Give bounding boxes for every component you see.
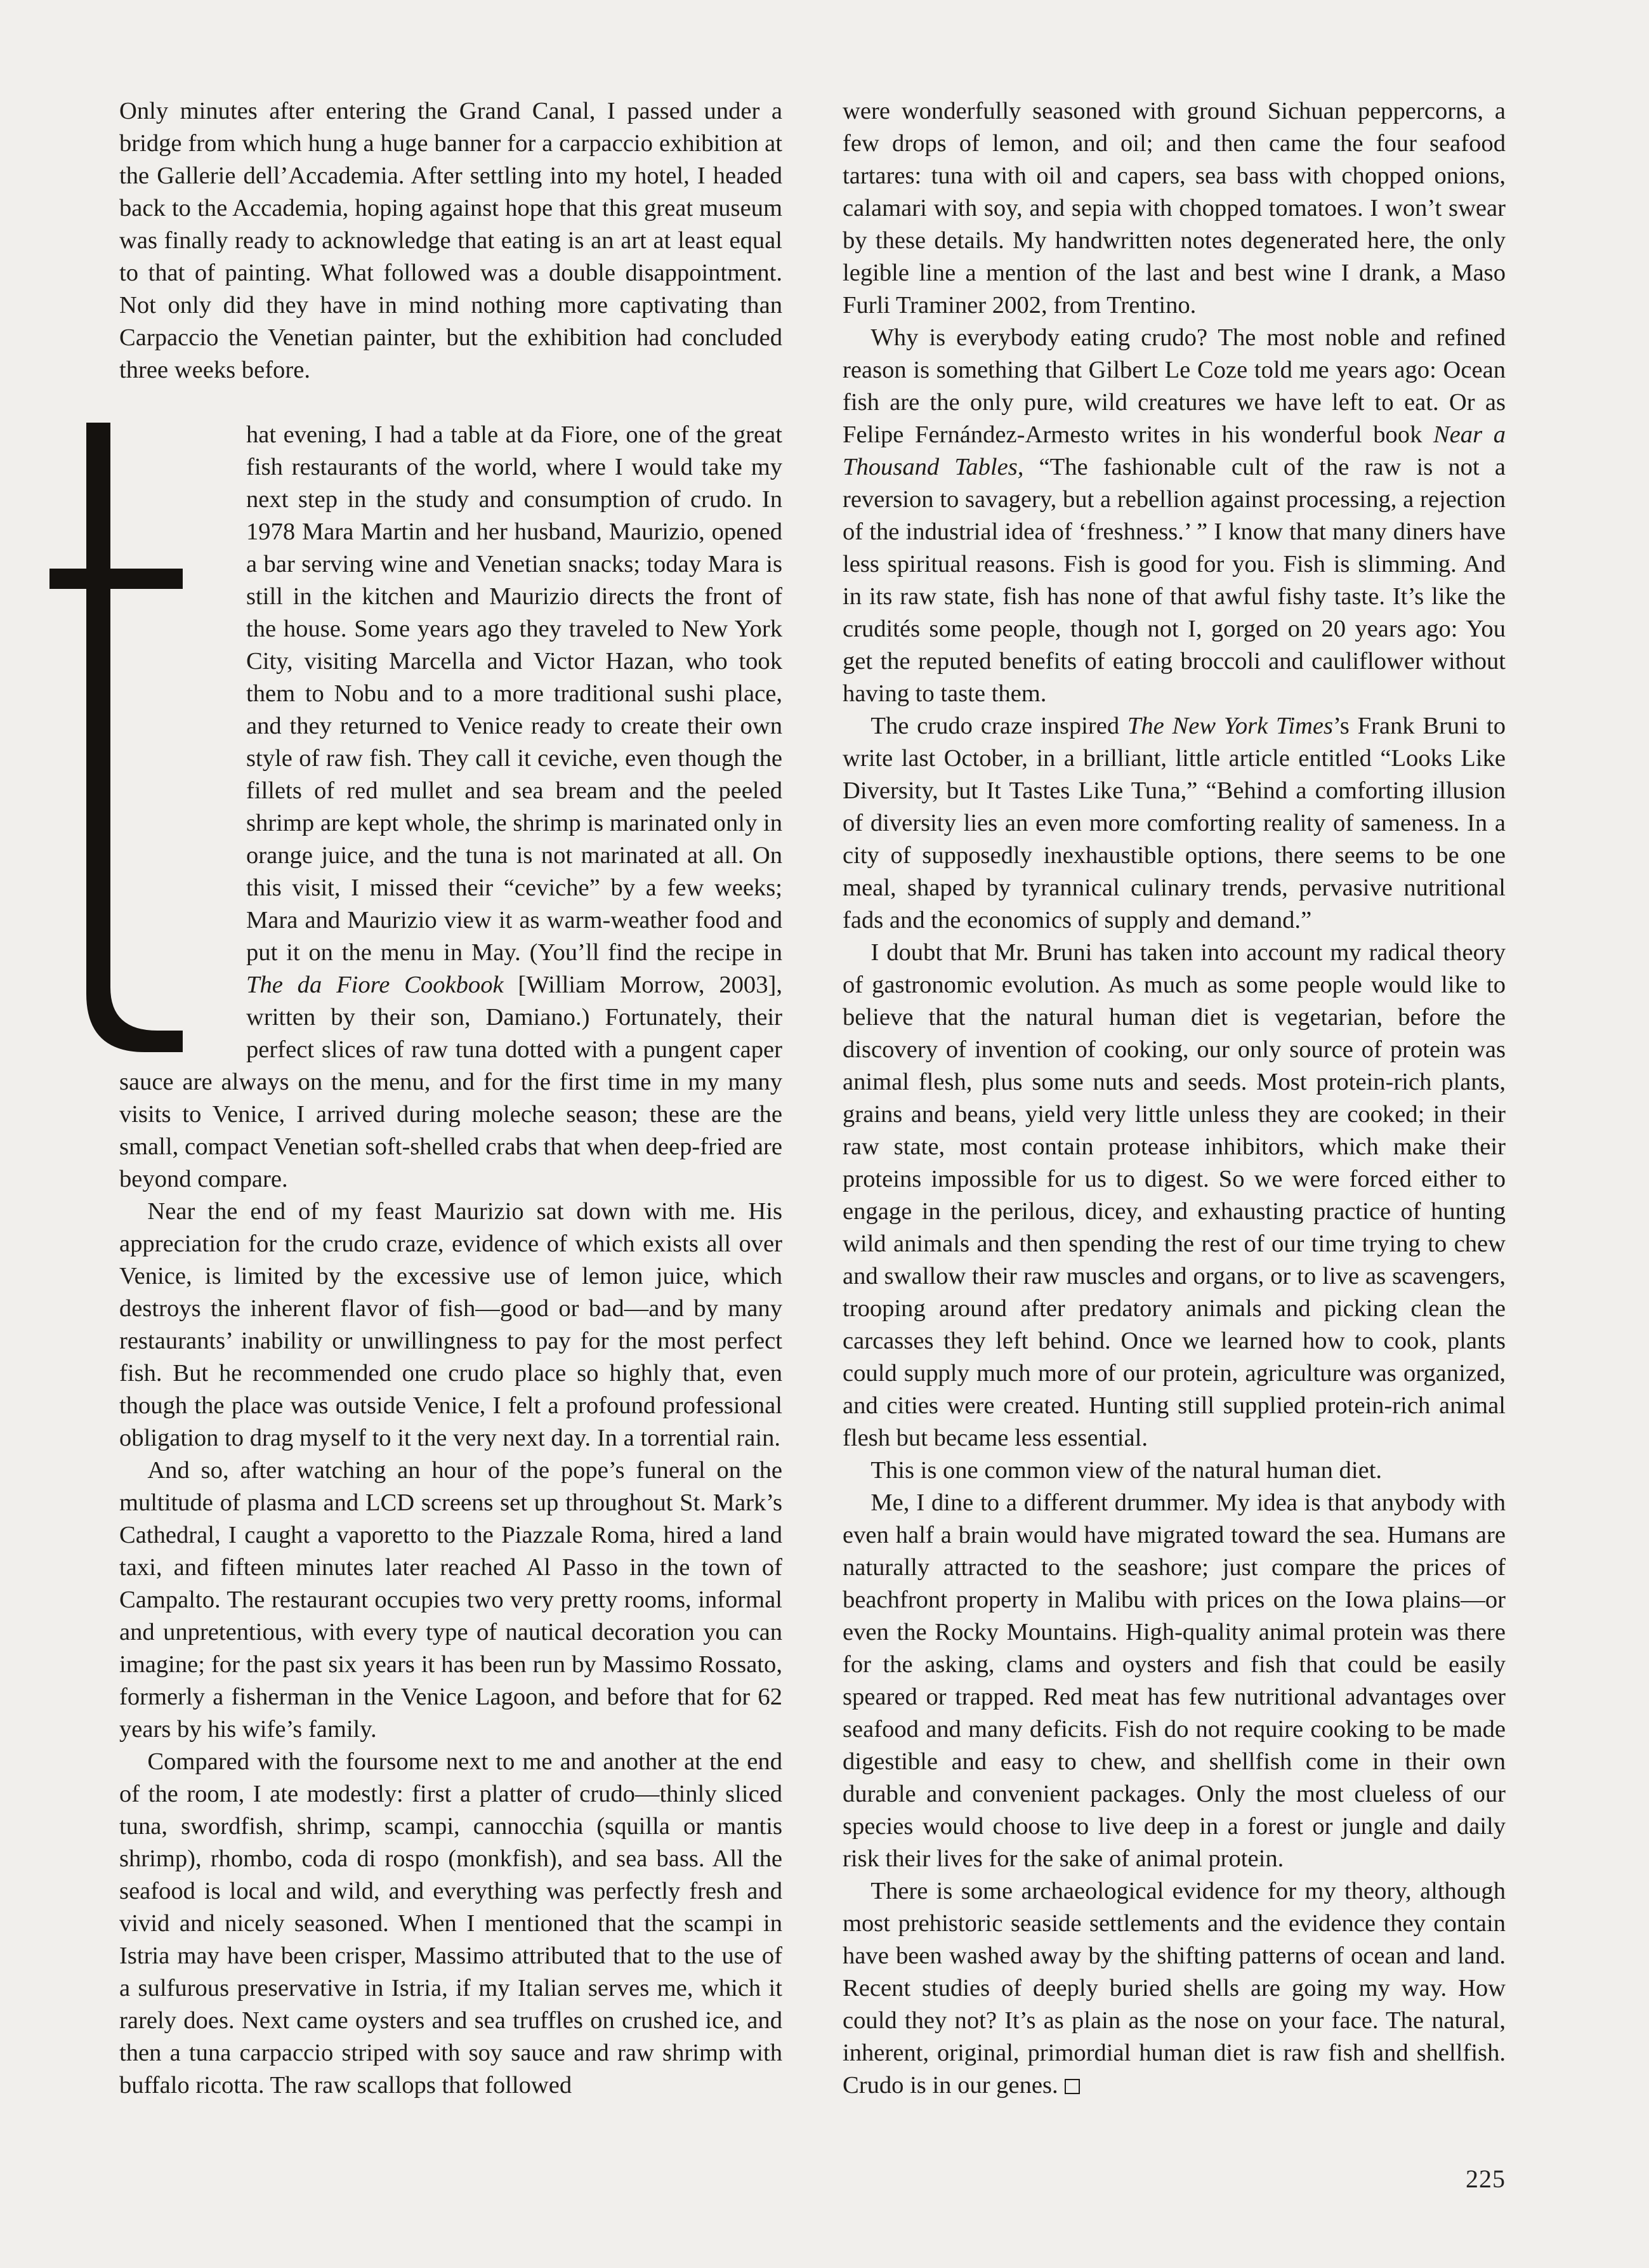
paragraph: Only minutes after entering the Grand Canal, I passed under a bridge from which hung a huge banner for a carpaccio exhibition at the Gallerie dell’Accademia. After settling into my hotel, I headed back to the Accademia, hoping against hope that this great museum was finally ready to acknowledge that eating is an art at least equal to that of painting. What followed was a double disappointment. Not only did they have in mind nothing more captivating than Carpaccio the Venetian painter, but the exhibition had concluded three weeks before. [119, 98, 782, 383]
drop-cap [49, 423, 246, 1057]
paragraph: I doubt that Mr. Bruni has taken into account my radical theory of gastronomic evolution. As much as some people would like to believe that the natural human diet is vegetarian, before the discovery of invention of cooking, our only source of protein was animal flesh, plus some nuts and seeds. Most protein-rich plants, grains and beans, yield very little unless they are cooked; in their raw state, most contain protease inhibitors, which make their proteins impossible for us to digest. So we were forced either to engage in the perilous, dicey, and exhausting practice of hunting wild animals and then spending the rest of our time trying to chew and swallow their raw muscles and organs, or to live as scavengers, trooping around after predatory animals and picking clean the carcasses they left behind. Once we learned how to cook, plants could supply much more of our protein, agriculture was organized, and cities were created. Hunting still supplied protein-rich animal flesh but became less essential. [843, 939, 1506, 1451]
paragraph: Near the end of my feast Maurizio sat down with me. His appreciation for the crudo craze, evidence of which exists all over Venice, is limited by the excessive use of lemon juice, which destroys the inherent flavor of fish—good or bad—and by many restaurants’ inability or unwillingness to pay for the most perfect fish. But he recommended one crudo place so highly that, even though the place was outside Venice, I felt a profound professional obligation to drag myself to it the very next day. In a torrential rain. [119, 1198, 782, 1451]
paragraph [843, 1875, 1506, 2102]
drop-cap-t-glyph [49, 423, 246, 1057]
book-title: Near a Thousand Tables, [843, 421, 1506, 480]
paragraph-text: Why is everybody eating crudo? The most noble and refined reason is something that Gilbert Le Coze told me years ago: Ocean fish are the only pure, wild creatures we have left to eat. Or as Felipe Fernández-Armesto writes in his wonderful book [843, 324, 1506, 448]
paragraph: Compared with the foursome next to me and another at the end of the room, I ate modestly: first a platter of crudo—thinly sliced tuna, swordfish, shrimp, scampi, cannocchia (squilla or mantis shrimp), rhombo, coda di rospo (monkfish), and sea bass. All the seafood is local and wild, and everything was perfectly fresh and vivid and nicely seasoned. When I mentioned that the scampi in Istria may have been crisper, Massimo attributed that to the use of a sulfurous preservative in Istria, if my Italian serves me, which it rarely does. Next came oysters and sea truffles on crushed ice, and then a tuna carpaccio striped with soy sauce and raw shrimp with buffalo ricotta. The raw scallops that followed [119, 1748, 782, 2099]
left-column [119, 95, 782, 2102]
paragraph-text: [William Morrow, 2003], written by their son, Damiano.) Fortunately, their perfect slices of raw tuna dotted with a pungent caper sauce are always on the menu, and for the first time in my many visits to Venice, I arrived during moleche season; these are the small, compact Venetian soft-shelled crabs that when deep-fried are beyond compare. [119, 972, 783, 1192]
paragraph-text: There is some archaeological evidence for my theory, although most prehistoric seaside settlements and the evidence they contain have been washed away by the shifting patterns of ocean and land. Recent studies of deeply buried shells are going my way. How could they not? It’s as plain as the nose on your face. The natural, inherent, original, primordial human diet is raw fish and shellfish. Crudo is in our genes. [843, 1878, 1506, 2099]
paragraph-text: hat evening, I had a table at da Fiore, one of the great fish restaurants of the world, where I would take my next step in the study and consumption of crudo. In 1978 Mara Martin and her husband, Maurizio, opened a bar serving wine and Venetian snacks; today Mara is still in the kitchen and Maurizio directs the front of the house. Some years ago they traveled to New York City, visiting Marcella and Victor Hazan, who took them to Nobu and to a more traditional sushi place, and they returned to Venice ready to create their own style of raw fish. They call it ceviche, even though the fillets of red mullet and sea bream and the peeled shrimp are kept whole, the shrimp is marinated only in orange juice, and the tuna is not marinated at all. On this visit, I missed their “ceviche” by a few weeks; Mara and Maurizio view it as warm-weather food and put it on the menu in May. (You’ll find the recipe in [246, 421, 782, 966]
right-column [843, 95, 1506, 2102]
end-mark-icon [1065, 2079, 1080, 2094]
paragraph-text: “The fashionable cult of the raw is not a reversion to savagery, but a rebellion against processing, a rejection of the industrial idea of ‘freshness.’ ” I know that many diners have less spiritual reasons. Fish is good for you. Fish is slimming. And in its raw state, fish has none of that awful fishy taste. It’s like the crudités some people, though not I, gorged on 20 years ago: You get the reputed benefits of eating broccoli and cauliflower without having to taste them. [843, 454, 1506, 707]
paragraph: This is one common view of the natural human diet. [870, 1457, 1383, 1484]
paragraph [119, 419, 782, 1196]
paragraph-text: ’s Frank Bruni to write last October, in a brilliant, little article entitled “Looks Like Diversity, but It Tastes Like Tuna,” “Behind a comforting illusion of diversity lies an even more comforting reality of sameness. In a city of supposedly inexhaustible options, there seems to be one meal, shaped by tyrannical culinary trends, pervasive nutritional fads and the economics of supply and demand.” [843, 713, 1506, 933]
book-title: The da Fiore Cookbook [246, 972, 504, 998]
paragraph: And so, after watching an hour of the pope’s funeral on the multitude of plasma and LCD screens set up throughout St. Mark’s Cathedral, I caught a vaporetto to the Piazzale Roma, hired a land taxi, and fifteen minutes later reached Al Passo in the town of Campalto. The restaurant occupies two very pretty rooms, informal and unpretentious, with every type of nautical decoration you can imagine; for the past six years it has been run by Massimo Rossato, formerly a fisherman in the Venice Lagoon, and before that for 62 years by his wife’s family. [119, 1457, 782, 1743]
paragraph-text: The crudo craze inspired [870, 713, 1127, 739]
page-number: 225 [1466, 2165, 1506, 2193]
publication-title: The New York Times [1127, 713, 1334, 739]
paragraph: Me, I dine to a different drummer. My idea is that anybody with even half a brain would have migrated toward the sea. Humans are naturally attracted to the seashore; just compare the prices of beachfront property in Malibu with prices on the Iowa plains—or even the Rocky Mountains. High-quality animal protein was there for the asking, clams and oysters and fish that could be easily speared or trapped. Red meat has few nutritional advantages over seafood and many deficits. Fish do not require cooking to be made digestible and easy to chew, and shellfish come in their own durable and convenient packages. Only the most clueless of our species would choose to live deep in a forest or jungle and daily risk their lives for the sake of animal protein. [843, 1489, 1506, 1872]
paragraph: were wonderfully seasoned with ground Sichuan peppercorns, a few drops of lemon, and oil; and then came the four seafood tartares: tuna with oil and capers, sea bass with chopped onions, calamari with soy, and sepia with chopped tomatoes. I won’t swear by these details. My handwritten notes degenerated here, the only legible line a mention of the last and best wine I drank, a Maso Furli Traminer 2002, from Trentino. [843, 98, 1506, 319]
paragraph [843, 322, 1506, 710]
paragraph [843, 710, 1506, 937]
